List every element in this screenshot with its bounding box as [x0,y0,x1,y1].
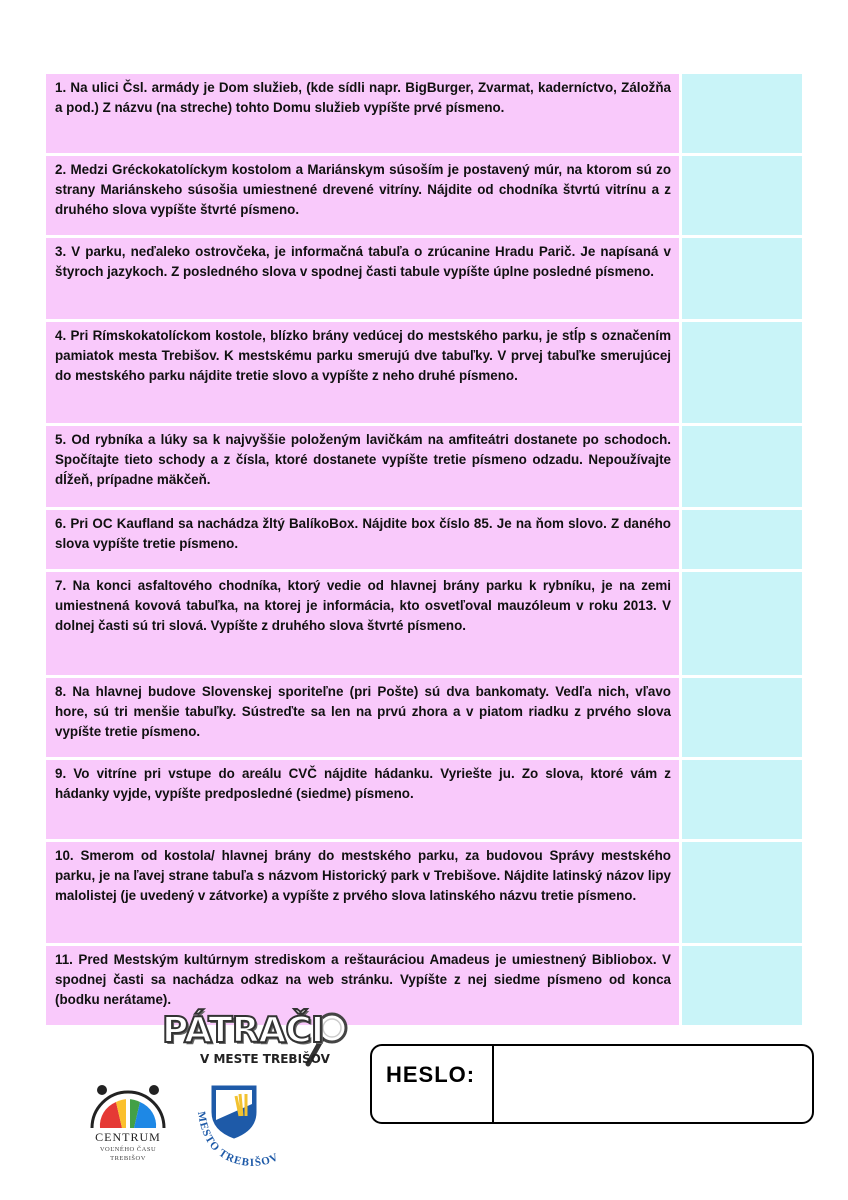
heslo-answer-field[interactable] [494,1046,812,1122]
task-text: 6. Pri OC Kaufland sa nachádza žltý BalíkoBox. Nájdite box číslo 85. Je na ňom slovo. Z daného slova vypíšte tretie písmeno. [46,510,682,572]
coat-of-arms-icon [190,1082,300,1172]
answer-cell[interactable] [682,760,802,842]
task-row [46,322,802,426]
heslo-label: HESLO: [372,1046,494,1122]
task-row [46,572,802,678]
task-table [46,74,802,1028]
task-row [46,842,802,946]
answer-cell[interactable] [682,74,802,156]
answer-cell[interactable] [682,156,802,238]
task-text: 5. Od rybníka a lúky sa k najvyššie položeným lavičkám na amfiteátri dostanete po schodoch. Spočítajte tieto schody a z čísla, ktoré dostanete vypíšte tretie písmeno odzadu. Nepoužívajte dĺžeň, prípadne mäkčeň. [46,426,682,510]
task-row [46,238,802,322]
answer-cell[interactable] [682,426,802,510]
answer-cell[interactable] [682,238,802,322]
task-text: 7. Na konci asfaltového chodníka, ktorý vedie od hlavnej brány parku k rybníku, je na zemi umiestnená kovová tabuľka, na ktorej je informácia, kto osvetľoval mauzóleum v roku 2013. V dolnej časti sú tri slová. Vypíšte z druhého slova štvrté písmeno. [46,572,682,678]
task-text: 10. Smerom od kostola/ hlavnej brány do mestského parku, za budovou Správy mestského parku, je na ľavej strane tabuľa s názvom Historický park v Trebišove. Nájdite latinský názov lipy malolistej (je uvedený v zátvorke) a vypíšte z prvého slova latinského názvu tretie písmeno. [46,842,682,946]
task-text: 4. Pri Rímskokatolíckom kostole, blízko brány vedúcej do mestského parku, je stĺp s označením pamiatok mesta Trebišov. K mestskému parku smerujú dve tabuľky. V prvej tabuľke smerujúcej do mestského parku nájdite tretie slovo a vypíšte z neho druhé písmeno. [46,322,682,426]
task-text: 8. Na hlavnej budove Slovenskej sporiteľne (pri Pošte) sú dva bankomaty. Vedľa nich, vľavo hore, sú tri menšie tabuľky. Sústreďte sa len na prvú zhora a v piatom riadku z prvého slova vypíšte tretie písmeno. [46,678,682,760]
mesto-label: MESTO TREBIŠOV [194,1110,281,1170]
patraci-logo [162,1006,366,1072]
task-row [46,510,802,572]
task-row [46,74,802,156]
centrum-subtitle: VOĽNÉHO ČASU [99,1146,157,1153]
task-text: 11. Pred Mestským kultúrnym strediskom a reštauráciou Amadeus je umiestnený Bibliobox. V spodnej časti sa nachádza odkaz na web stránku. Vypíšte z nej siedme písmeno od konca (bodku nerátame). [46,946,682,1028]
answer-cell[interactable] [682,946,802,1028]
centrum-logo [86,1080,170,1170]
centrum-name: CENTRUM [95,1130,161,1144]
patraci-title: PÁTRAČI [162,1010,324,1051]
answer-cell[interactable] [682,322,802,426]
task-text: 3. V parku, neďaleko ostrovčeka, je informačná tabuľa o zrúcanine Hradu Parič. Je napísaná v štyroch jazykoch. Z posledného slova v spodnej časti tabule vypíšte úplne posledné písmeno. [46,238,682,322]
answer-cell[interactable] [682,842,802,946]
task-text: 9. Vo vitríne pri vstupe do areálu CVČ nájdite hádanku. Vyriešte ju. Zo slova, ktoré vám z hádanky vyjde, vypíšte predposledné (siedme) písmeno. [46,760,682,842]
task-row [46,426,802,510]
answer-cell[interactable] [682,678,802,760]
heslo-box [370,1044,814,1124]
task-row [46,946,802,1028]
task-text: 1. Na ulici Čsl. armády je Dom služieb, (kde sídli napr. BigBurger, Zvarmat, kaderníctvo, Záložňa a pod.) Z názvu (na streche) tohto Domu služieb vypíšte prvé písmeno. [46,74,682,156]
task-text: 2. Medzi Gréckokatolíckym kostolom a Mariánskym súsoším je postavený múr, na ktorom sú zo strany Mariánskeho súsošia umiestnené drevené vitríny. Nájdite od chodníka štvrtú vitrínu a z druhého slova vypíšte štvrté písmeno. [46,156,682,238]
centrum-emblem-icon [86,1080,170,1130]
task-row [46,156,802,238]
answer-cell[interactable] [682,572,802,678]
centrum-city: TREBIŠOV [110,1155,146,1162]
task-row [46,678,802,760]
patraci-subtitle: V MESTE TREBIŠOV [200,1052,330,1066]
mesto-trebisov-logo [190,1082,300,1172]
task-row [46,760,802,842]
answer-cell[interactable] [682,510,802,572]
